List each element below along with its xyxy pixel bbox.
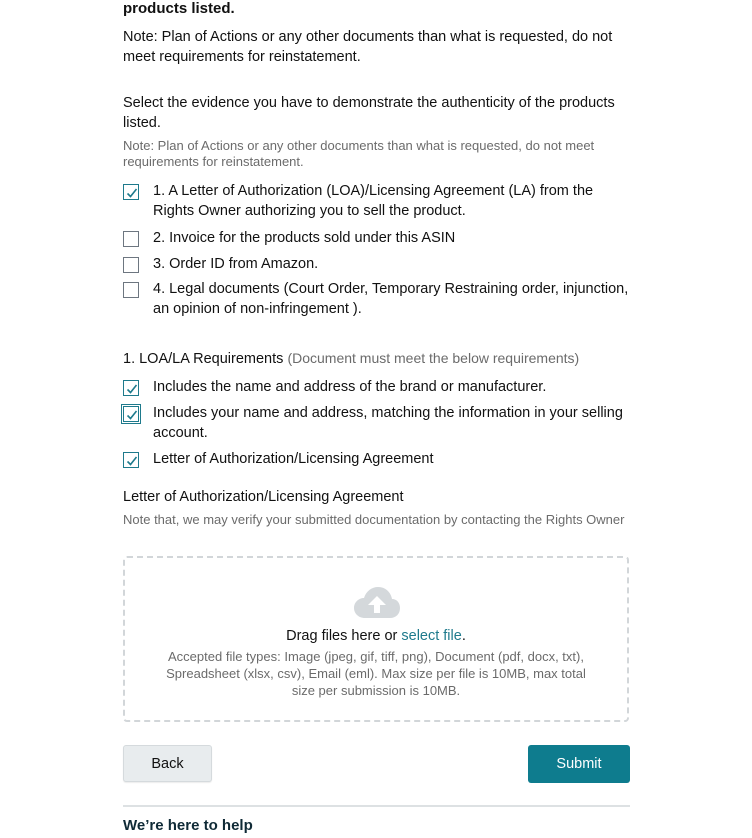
checkmark-icon xyxy=(126,455,138,467)
cloud-upload-icon xyxy=(353,586,401,620)
evidence-option-label: 4. Legal documents (Court Order, Temporary Restraining order, injunction, an opinion of non-infringement ). xyxy=(153,281,629,317)
evidence-prompt: Select the evidence you have to demonstrate the authenticity of the products listed. xyxy=(123,95,615,131)
drag-suffix: . xyxy=(461,628,466,644)
checkbox[interactable] xyxy=(123,257,139,273)
evidence-note: Note: Plan of Actions or any other documents than what is requested, do not meet requirements for reinstatement. xyxy=(123,138,595,169)
evidence-option-label: 3. Order ID from Amazon. xyxy=(153,256,319,272)
evidence-option-order-id[interactable] xyxy=(123,256,633,274)
requirement-item-brand[interactable] xyxy=(123,379,633,397)
checkbox[interactable] xyxy=(123,231,139,247)
select-file-link[interactable]: select file xyxy=(401,628,462,644)
evidence-option-label: 1. A Letter of Authorization (LOA)/Licensing Agreement (LA) from the Rights Owner authorizing you to sell the product. xyxy=(153,183,594,219)
checkmark-icon xyxy=(126,409,138,421)
requirements-title-text: 1. LOA/LA Requirements xyxy=(123,351,284,367)
divider xyxy=(123,805,630,807)
requirement-label: Includes your name and address, matching the information in your selling account. xyxy=(153,405,623,441)
evidence-option-label: 2. Invoice for the products sold under this ASIN xyxy=(153,230,456,246)
requirement-label: Includes the name and address of the brand or manufacturer. xyxy=(153,379,547,395)
checkbox-checked[interactable] xyxy=(123,452,139,468)
checkmark-icon xyxy=(126,187,138,199)
checkmark-icon xyxy=(126,383,138,395)
file-dropzone[interactable] xyxy=(123,556,629,722)
evidence-option-loa[interactable] xyxy=(123,183,633,221)
checkbox-checked[interactable] xyxy=(123,184,139,200)
section-heading: products listed. xyxy=(123,0,235,17)
requirement-note: Note: Plan of Actions or any other documents than what is requested, do not meet requirements for reinstatement. xyxy=(123,29,613,65)
requirement-label: Letter of Authorization/Licensing Agreement xyxy=(153,451,434,467)
checkbox-checked[interactable] xyxy=(123,380,139,396)
requirements-title xyxy=(123,348,630,369)
requirements-subtitle: (Document must meet the below requirements) xyxy=(287,350,580,366)
evidence-option-invoice[interactable] xyxy=(123,230,633,248)
requirement-item-loa[interactable] xyxy=(123,451,633,469)
back-button[interactable]: Back xyxy=(123,745,212,782)
checkbox[interactable] xyxy=(123,282,139,298)
drag-instructions xyxy=(125,628,627,644)
help-heading: We’re here to help xyxy=(123,817,253,834)
upload-title: Letter of Authorization/Licensing Agreement xyxy=(123,489,404,505)
submit-button[interactable]: Submit xyxy=(528,745,630,783)
accepted-file-types: Accepted file types: Image (jpeg, gif, tiff, png), Document (pdf, docx, txt), Spreadsheet (xlsx, csv), Email (eml). Max size per file is 10MB, max total size per submission is 10MB. xyxy=(166,649,586,698)
requirement-item-seller[interactable] xyxy=(123,405,633,443)
upload-note: Note that, we may verify your submitted documentation by contacting the Rights Owner xyxy=(123,512,625,527)
drag-text: Drag files here or xyxy=(286,628,402,644)
evidence-option-legal[interactable] xyxy=(123,281,633,319)
checkbox-checked[interactable] xyxy=(123,406,139,422)
